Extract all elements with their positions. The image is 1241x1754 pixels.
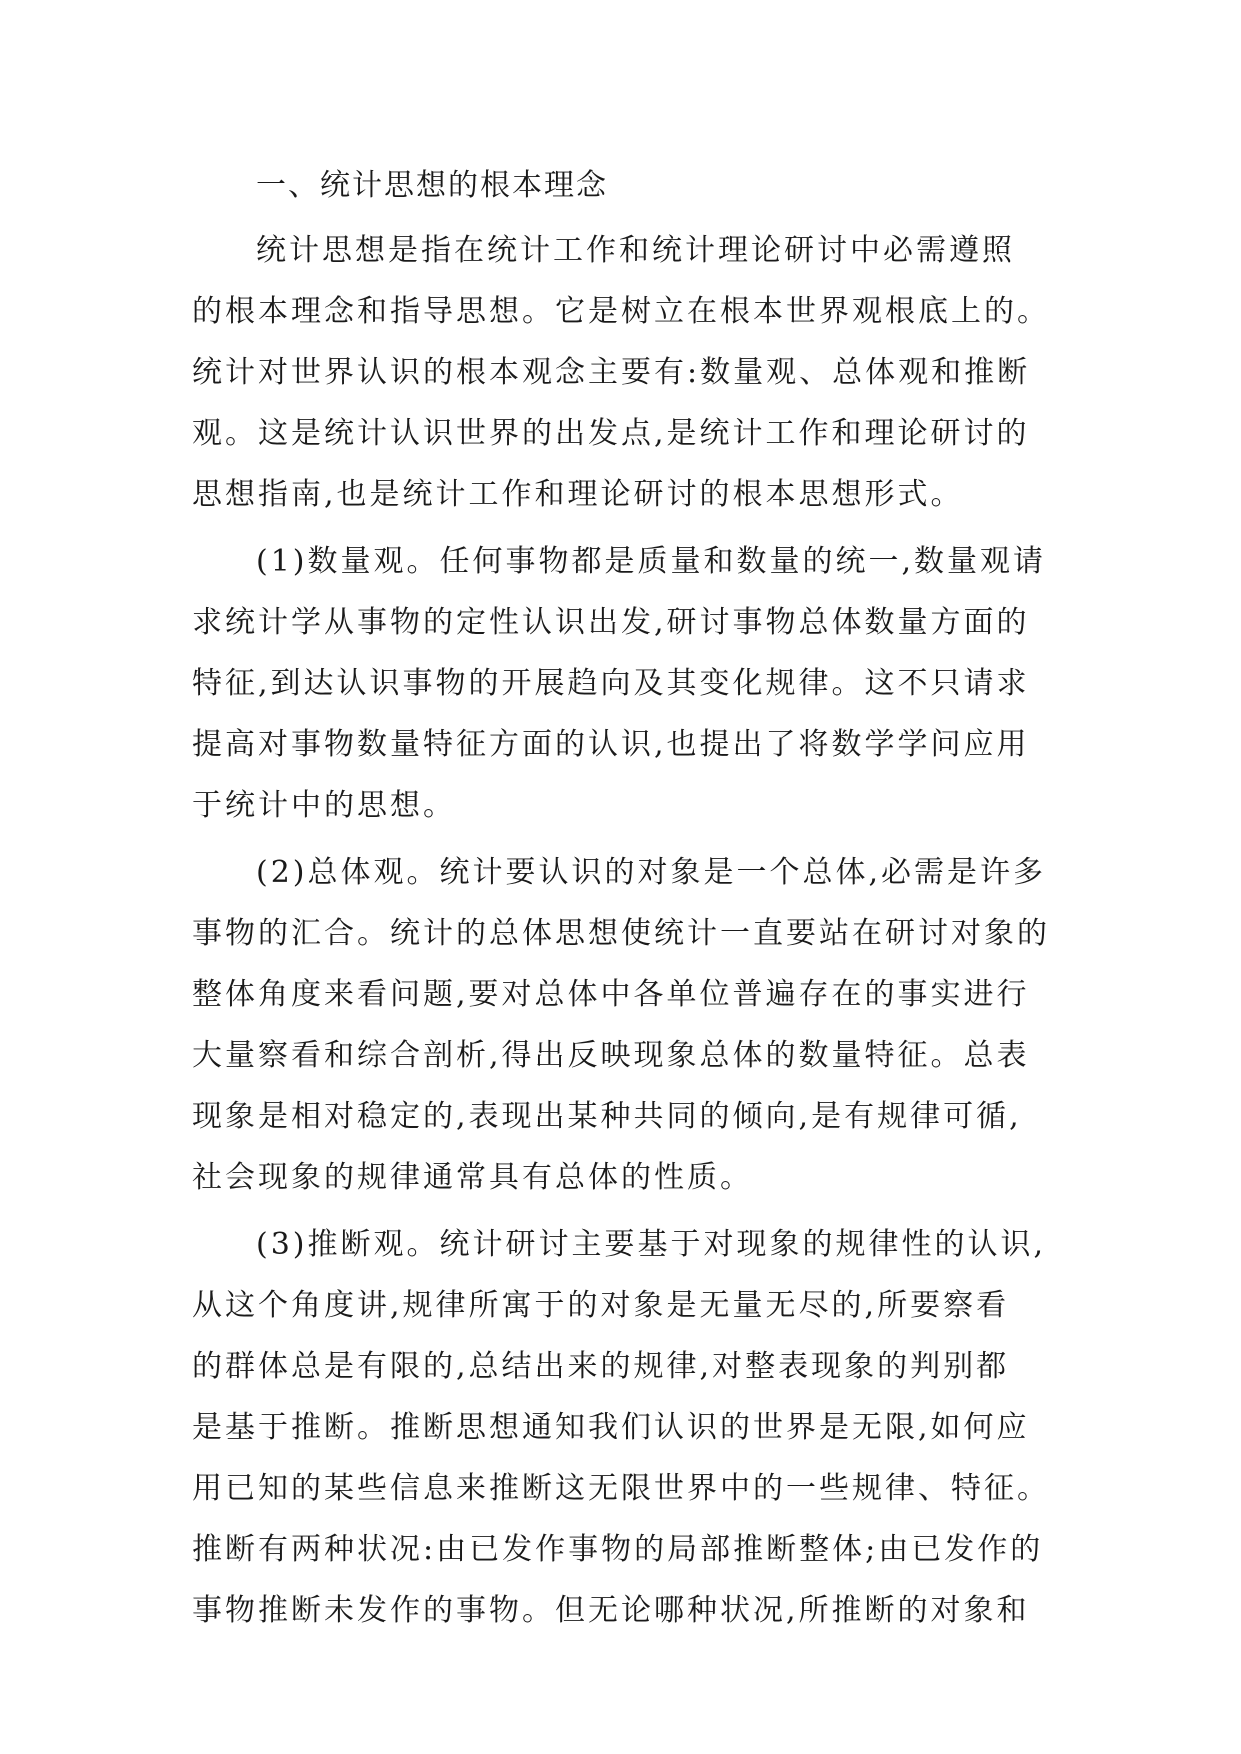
text-line: 用已知的某些信息来推断这无限世界中的一些规律、特征。 [192,1471,1050,1506]
text-line: (3)推断观。统计研讨主要基于对现象的规律性的认识, [256,1227,1047,1262]
paragraph-totality-view [192,842,1062,1208]
text-line: 事物的汇合。统计的总体思想使统计一直要站在研讨对象的 [192,916,1050,951]
text-line: 统计对世界认识的根本观念主要有:数量观、总体观和推断 [192,355,1031,390]
text-line: 求统计学从事物的定性认识出发,研讨事物总体数量方面的 [192,605,1030,640]
text-line: 提高对事物数量特征方面的认识,也提出了将数学学问应用 [192,727,1030,762]
text-line: 统计思想是指在统计工作和统计理论研讨中必需遵照 [256,233,1015,268]
document-body [192,158,1062,1647]
text-line: 观。这是统计认识世界的出发点,是统计工作和理论研讨的 [192,416,1030,451]
text-line: 的根本理念和指导思想。它是树立在根本世界观根底上的。 [192,294,1050,329]
text-line: (2)总体观。统计要认识的对象是一个总体,必需是许多 [256,855,1047,890]
text-line: 的群体总是有限的,总结出来的规律,对整表现象的判别都 [192,1349,1010,1384]
text-line: 整体角度来看问题,要对总体中各单位普遍存在的事实进行 [192,977,1030,1012]
text-line: 事物推断未发作的事物。但无论哪种状况,所推断的对象和 [192,1593,1030,1628]
text-line: 特征,到达认识事物的开展趋向及其变化规律。这不只请求 [192,666,1030,701]
text-line: 于统计中的思想。 [192,788,456,823]
paragraph-intro [192,220,1062,525]
section-heading: 一、统计思想的根本理念 [256,168,608,203]
paragraph-inference-view [192,1214,1062,1641]
paragraph-quantity-view [192,531,1062,836]
text-line: (1)数量观。任何事物都是质量和数量的统一,数量观请 [256,544,1047,579]
text-line: 社会现象的规律通常具有总体的性质。 [192,1160,753,1195]
text-line: 现象是相对稳定的,表现出某种共同的倾向,是有规律可循, [192,1099,1022,1134]
text-line: 大量察看和综合剖析,得出反映现象总体的数量特征。总表 [192,1038,1030,1073]
text-line: 是基于推断。推断思想通知我们认识的世界是无限,如何应 [192,1410,1030,1445]
text-line: 从这个角度讲,规律所寓于的对象是无量无尽的,所要察看 [192,1288,1010,1323]
text-line: 推断有两种状况:由已发作事物的局部推断整体;由已发作的 [192,1532,1044,1567]
text-line: 思想指南,也是统计工作和理论研讨的根本思想形式。 [192,477,964,512]
